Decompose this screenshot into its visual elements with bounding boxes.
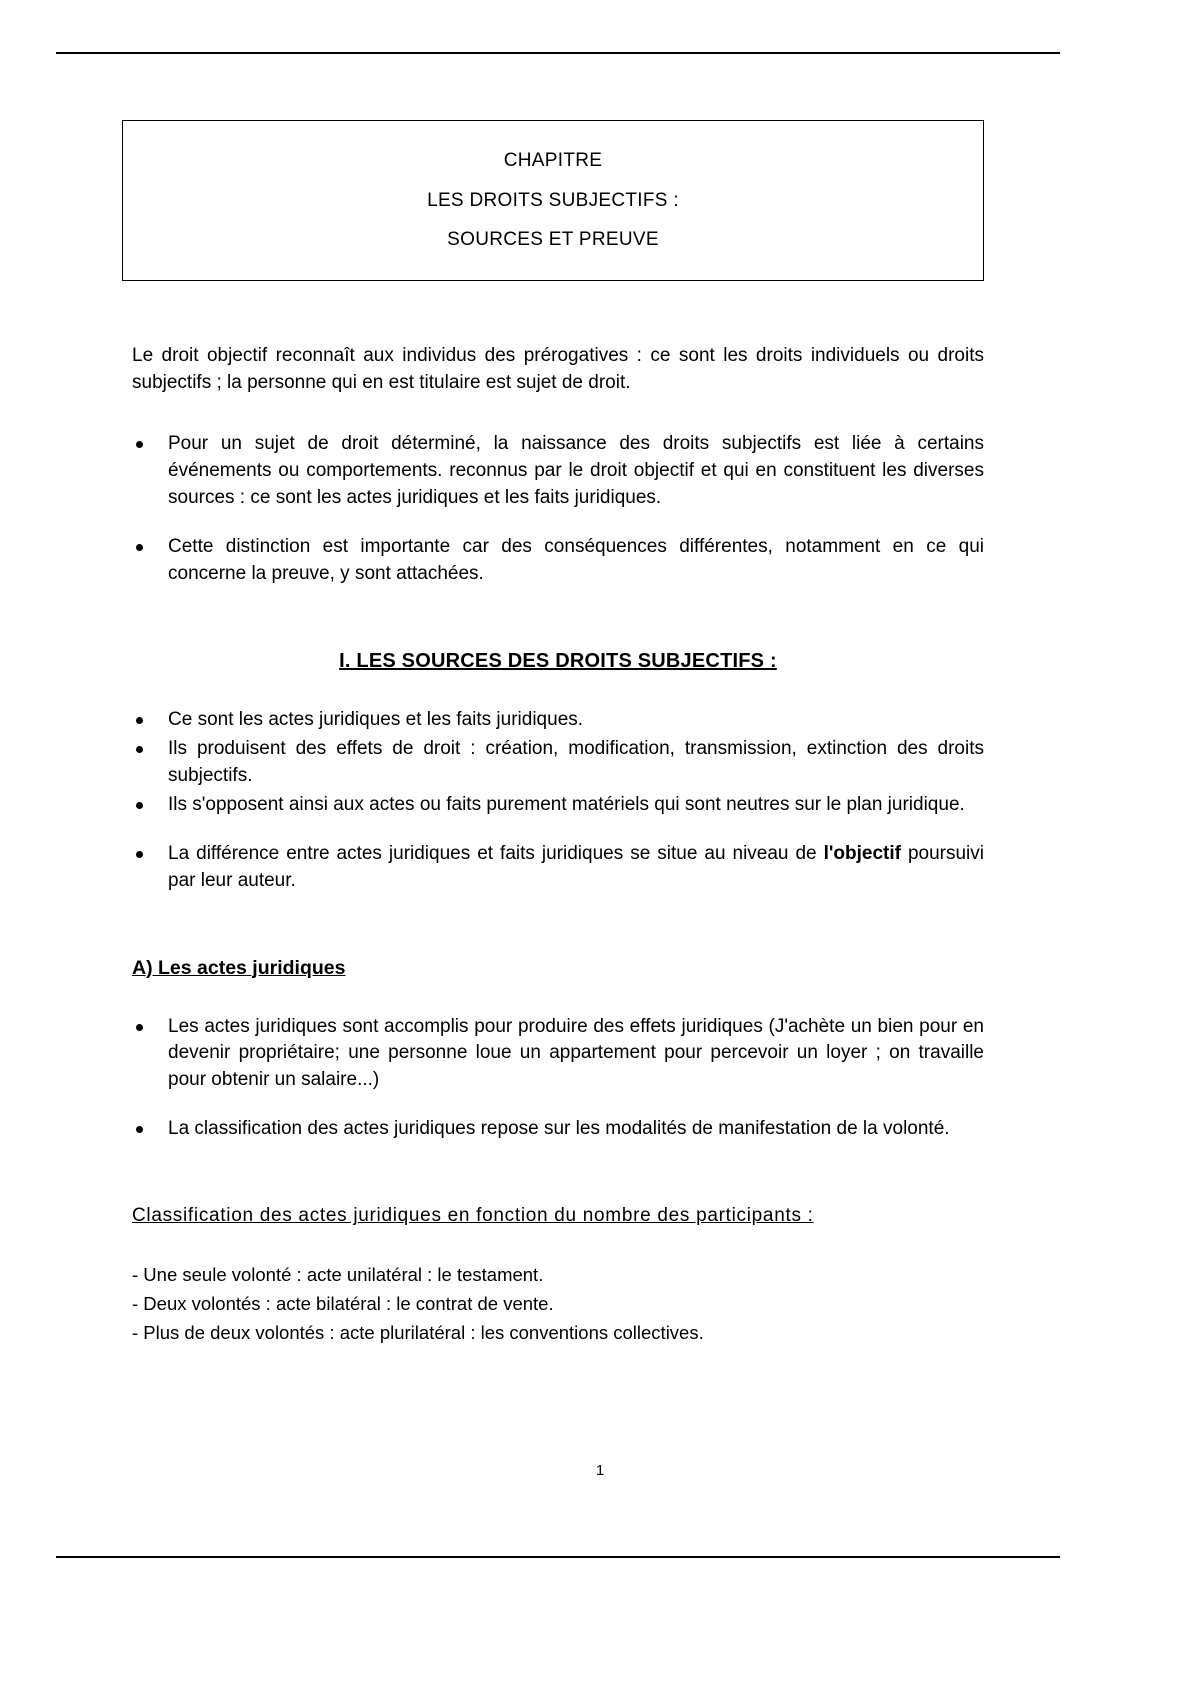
list-item: Cette distinction est importante car des conséquences différentes, notamment en ce qui concerne la preuve, y sont attachées. bbox=[132, 534, 984, 588]
section-i-difference-bullet bbox=[132, 841, 984, 895]
list-item: Pour un sujet de droit déterminé, la naissance des droits subjectifs est liée à certains événements ou comportements. reconnus par le droit objectif et qui en constituent les diverses sources : ce sont les actes juridiques et les faits juridiques. bbox=[132, 431, 984, 512]
classification-list bbox=[132, 1261, 984, 1347]
section-i-bullet-list bbox=[132, 707, 984, 819]
difference-emphasis: l'objectif bbox=[823, 842, 901, 864]
intro-paragraph: Le droit objectif reconnaît aux individus des prérogatives : ce sont les droits individuels ou droits subjectifs ; la personne qui en est titulaire est sujet de droit. bbox=[132, 344, 984, 393]
list-item: La classification des actes juridiques repose sur les modalités de manifestation de la volonté. bbox=[132, 1116, 984, 1143]
list-item: - Une seule volonté : acte unilatéral : le testament. bbox=[132, 1264, 544, 1286]
list-item: Ils s'opposent ainsi aux actes ou faits purement matériels qui sont neutres sur le plan juridique. bbox=[132, 792, 984, 819]
list-item: - Deux volontés : acte bilatéral : le contrat de vente. bbox=[132, 1293, 554, 1315]
page-number: 1 bbox=[595, 1462, 605, 1479]
section-heading-i: I. LES SOURCES DES DROITS SUBJECTIFS : bbox=[339, 649, 777, 672]
list-item: - Plus de deux volontés : acte plurilatéral : les conventions collectives. bbox=[132, 1321, 704, 1343]
subsection-a-bullet-list bbox=[132, 1014, 984, 1144]
footer-rule bbox=[56, 1556, 1060, 1558]
difference-prefix: La différence entre actes juridiques et faits juridiques se situe au niveau de bbox=[168, 842, 824, 864]
document-body bbox=[132, 120, 984, 1347]
intro-bullet-list bbox=[132, 431, 984, 588]
list-item: Ce sont les actes juridiques et les faits juridiques. bbox=[132, 707, 984, 734]
subsection-heading-a: A) Les actes juridiques bbox=[132, 956, 346, 979]
classification-heading: Classification des actes juridiques en fonction du nombre des participants : bbox=[132, 1205, 814, 1227]
chapter-title: LES DROITS SUBJECTIFS : bbox=[427, 189, 679, 211]
chapter-subtitle: SOURCES ET PREUVE bbox=[447, 229, 659, 251]
list-item: Les actes juridiques sont accomplis pour produire des effets juridiques (J'achète un bien pour en devenir propriétaire; une personne loue un appartement pour percevoir un loyer ; on travaille pour obtenir un salaire...) bbox=[132, 1014, 984, 1095]
list-item bbox=[132, 841, 984, 895]
chapter-title-box bbox=[122, 120, 984, 281]
chapter-label: CHAPITRE bbox=[503, 150, 603, 171]
header-rule bbox=[56, 52, 1060, 54]
list-item: Ils produisent des effets de droit : création, modification, transmission, extinction des droits subjectifs. bbox=[132, 736, 984, 790]
difference-suffix: poursuivi par leur auteur. bbox=[168, 842, 984, 891]
